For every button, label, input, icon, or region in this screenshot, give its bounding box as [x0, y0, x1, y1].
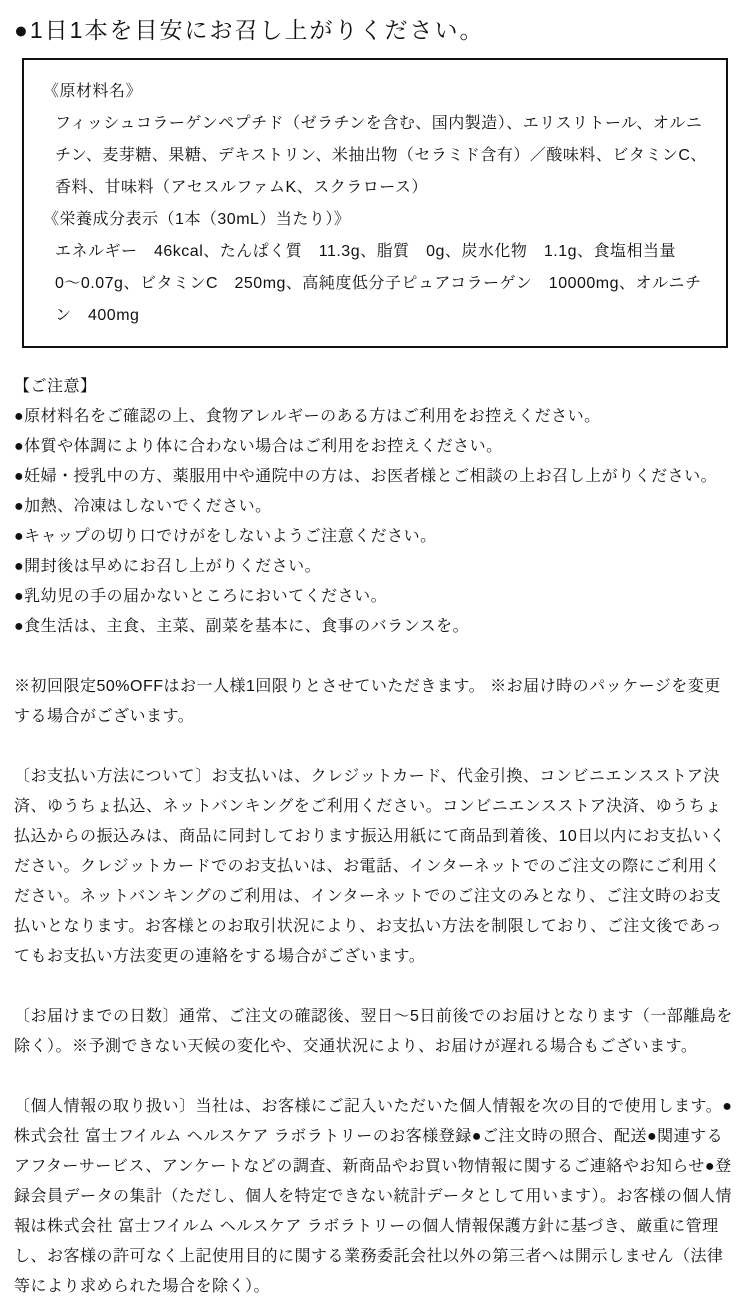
first-time-offer-note: ※初回限定50%OFFはお一人様1回限りとさせていただきます。 ※お届け時のパッケージを変更する場合がございます。: [14, 678, 721, 725]
caution-item-no-heat-freeze: ●加熱、冷凍はしないでください。: [14, 498, 272, 515]
ingredients-text: フィッシュコラーゲンペプチド（ゼラチンを含む、国内製造）、エリスリトール、オルニチン、麦芽糖、果糖、デキストリン、米抽出物（セラミド含有）／酸味料、ビタミンC、香料、甘味料（アセスルファムK、スクラロース）: [55, 115, 707, 196]
caution-item-balanced-diet: ●食生活は、主食、主菜、副菜を基本に、食事のバランスを。: [14, 618, 470, 635]
nutrition-text: エネルギー 46kcal、たんぱく質 11.3g、脂質 0g、炭水化物 1.1g、食塩相当量 0〜0.07g、ビタミンC 250mg、高純度低分子ピュアコラーゲン 10000mg、オルニチン 400mg: [55, 243, 702, 324]
nutrition-label: 《栄養成分表示（1本（30mL）当たり）》: [43, 211, 351, 228]
ingredients-label: 《原材料名》: [43, 83, 143, 100]
cautions-title: 【ご注意】: [14, 378, 97, 395]
cautions-section: [14, 372, 736, 642]
caution-item-cap-injury: ●キャップの切り口でけがをしないようご注意ください。: [14, 528, 437, 545]
caution-item-keep-from-infants: ●乳幼児の手の届かないところにおいてください。: [14, 588, 388, 605]
caution-item-allergy: ●原材料名をご確認の上、食物アレルギーのある方はご利用をお控えください。: [14, 408, 601, 425]
delivery-days-note: 〔お届けまでの日数〕通常、ご注文の確認後、翌日〜5日前後でのお届けとなります（一部離島を除く）。※予測できない天候の変化や、交通状況により、お届けが遅れる場合もございます。: [14, 1008, 733, 1055]
payment-method-note: 〔お支払い方法について〕お支払いは、クレジットカード、代金引換、コンビニエンスストア決済、ゆうちょ払込、ネットバンキングをご利用ください。コンビニエンスストア決済、ゆうちょ払込からの振込みは、商品に同封しております振込用紙にて商品到着後、10日以内にお支払いください。クレジットカードでのお支払いは、お電話、インターネットでのご注文の際にご利用ください。ネットバンキングのご利用は、インターネットでのご注文のみとなり、ご注文時のお支払いとなります。お客様とのお取引状況により、お支払い方法を制限しており、ご注文後であってもお支払い方法変更の連絡をする場合がございます。: [14, 768, 726, 965]
caution-item-after-opening: ●開封後は早めにお召し上がりください。: [14, 558, 322, 575]
ingredients-nutrition-box: [22, 58, 728, 348]
caution-item-pregnancy: ●妊婦・授乳中の方、薬服用中や通院中の方は、お医者様とご相談の上お召し上がりください。: [14, 468, 718, 485]
personal-info-note: 〔個人情報の取り扱い〕当社は、お客様にご記入いただいた個人情報を次の目的で使用します。●株式会社 富士フイルム ヘルスケア ラボラトリーのお客様登録●ご注文時の照合、配送●関連するアフターサービス、アンケートなどの調査、新商品やお買い物情報に関するご連絡やお知らせ●登録会員データの集計（ただし、個人を特定できない統計データとして用います）。お客様の個人情報は株式会社 富士フイルム ヘルスケア ラボラトリーの個人情報保護方針に基づき、厳重に管理し、お客様の許可なく上記使用目的に関する業務委託会社以外の第三者へは開示しません（法律等により求められた場合を除く）。: [14, 1098, 733, 1295]
caution-item-constitution: ●体質や体調により体に合わない場合はご利用をお控えください。: [14, 438, 503, 455]
usage-heading: ●1日1本を目安にお召し上がりください。: [14, 17, 485, 43]
